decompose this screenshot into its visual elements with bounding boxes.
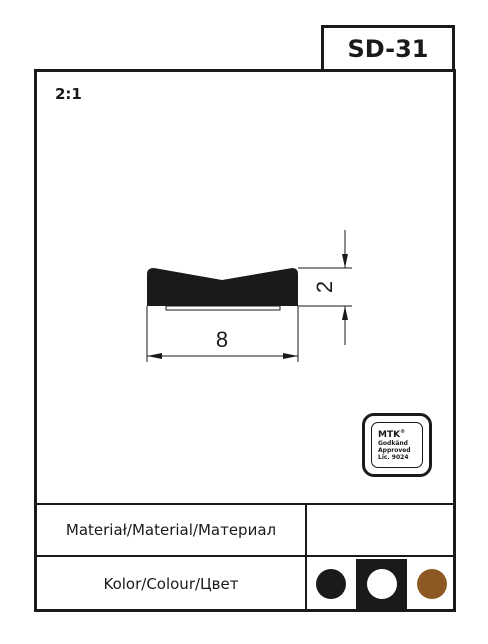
mtk-title: MTK	[378, 430, 401, 440]
mtk-line-2: Approved	[378, 447, 411, 454]
product-code: SD-31	[347, 34, 429, 63]
height-dimension-text: 2	[312, 280, 337, 294]
adhesive-strip	[166, 306, 280, 310]
mtk-registered-mark: ®	[400, 429, 406, 435]
scale-label: 2:1	[55, 85, 82, 103]
height-arrow-bottom	[342, 306, 348, 320]
mtk-line-3: Lic. 9024	[378, 454, 409, 461]
colour-swatch-black	[316, 569, 346, 599]
table-column-divider	[305, 503, 307, 612]
height-arrow-top	[342, 254, 348, 268]
width-arrow-right	[283, 353, 298, 359]
width-arrow-left	[147, 353, 162, 359]
colour-swatch-white	[367, 569, 397, 599]
mtk-certification-badge	[362, 413, 432, 477]
material-label: Materiał/Material/Материал	[65, 521, 277, 539]
width-dimension-text: 8	[215, 327, 229, 352]
colour-swatch-brown	[417, 569, 447, 599]
colour-label: Kolor/Colour/Цвет	[103, 574, 239, 593]
mtk-line-1: Godkänd	[378, 440, 408, 447]
